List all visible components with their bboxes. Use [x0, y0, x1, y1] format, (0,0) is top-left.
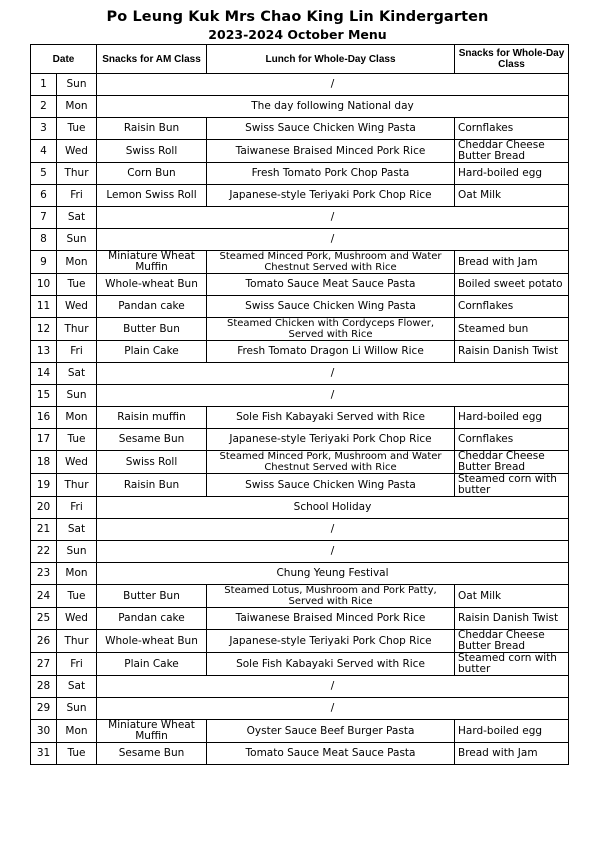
merged-note-cell: Chung Yeung Festival [97, 563, 569, 585]
lunch-cell: Swiss Sauce Chicken Wing Pasta [207, 118, 455, 140]
table-row [31, 653, 569, 676]
whole-day-snack-cell: Cheddar Cheese Butter Bread [455, 630, 569, 653]
merged-note-cell: / [97, 207, 569, 229]
date-number-cell: 16 [31, 407, 57, 429]
weekday-cell: Fri [57, 185, 97, 207]
weekday-cell: Sun [57, 541, 97, 563]
am-snack-cell: Swiss Roll [97, 451, 207, 474]
date-number-cell: 22 [31, 541, 57, 563]
date-number-cell: 1 [31, 74, 57, 96]
am-snack-cell: Pandan cake [97, 296, 207, 318]
weekday-cell: Thur [57, 630, 97, 653]
table-row [31, 630, 569, 653]
page-title: Po Leung Kuk Mrs Chao King Lin Kindergarten [106, 9, 489, 25]
column-header-whole-day-snacks: Snacks for Whole-Day Class [455, 45, 569, 74]
merged-note-cell: The day following National day [97, 96, 569, 118]
date-number-cell: 31 [31, 743, 57, 765]
am-snack-cell: Whole-wheat Bun [97, 274, 207, 296]
weekday-cell: Mon [57, 720, 97, 743]
date-number-cell: 11 [31, 296, 57, 318]
weekday-cell: Wed [57, 608, 97, 630]
table-row [31, 451, 569, 474]
lunch-cell: Steamed Minced Pork, Mushroom and Water Chestnut Served with Rice [207, 451, 455, 474]
menu-table [30, 44, 569, 765]
date-number-cell: 19 [31, 474, 57, 497]
table-row [31, 385, 569, 407]
am-snack-cell: Butter Bun [97, 585, 207, 608]
whole-day-snack-cell: Hard-boiled egg [455, 720, 569, 743]
table-row [31, 185, 569, 207]
table-row [31, 519, 569, 541]
weekday-cell: Wed [57, 140, 97, 163]
lunch-cell: Sole Fish Kabayaki Served with Rice [207, 407, 455, 429]
lunch-cell: Japanese-style Teriyaki Pork Chop Rice [207, 429, 455, 451]
weekday-cell: Sat [57, 207, 97, 229]
whole-day-snack-cell: Cornflakes [455, 118, 569, 140]
table-row [31, 140, 569, 163]
am-snack-cell: Miniature Wheat Muffin [97, 720, 207, 743]
whole-day-snack-cell: Boiled sweet potato [455, 274, 569, 296]
table-row [31, 541, 569, 563]
date-number-cell: 4 [31, 140, 57, 163]
am-snack-cell: Butter Bun [97, 318, 207, 341]
weekday-cell: Mon [57, 251, 97, 274]
am-snack-cell: Whole-wheat Bun [97, 630, 207, 653]
table-row [31, 407, 569, 429]
merged-note-cell: / [97, 74, 569, 96]
date-number-cell: 7 [31, 207, 57, 229]
lunch-cell: Sole Fish Kabayaki Served with Rice [207, 653, 455, 676]
date-number-cell: 6 [31, 185, 57, 207]
merged-note-cell: / [97, 519, 569, 541]
whole-day-snack-cell: Oat Milk [455, 585, 569, 608]
table-row [31, 720, 569, 743]
date-number-cell: 18 [31, 451, 57, 474]
weekday-cell: Sun [57, 74, 97, 96]
whole-day-snack-cell: Hard-boiled egg [455, 407, 569, 429]
am-snack-cell: Swiss Roll [97, 140, 207, 163]
table-row [31, 743, 569, 765]
merged-note-cell: / [97, 229, 569, 251]
weekday-cell: Sun [57, 229, 97, 251]
table-row [31, 118, 569, 140]
date-number-cell: 10 [31, 274, 57, 296]
weekday-cell: Fri [57, 341, 97, 363]
merged-note-cell: / [97, 541, 569, 563]
table-row [31, 363, 569, 385]
merged-note-cell: / [97, 698, 569, 720]
whole-day-snack-cell: Cornflakes [455, 429, 569, 451]
whole-day-snack-cell: Steamed bun [455, 318, 569, 341]
column-header-date: Date [31, 45, 97, 74]
table-row [31, 429, 569, 451]
whole-day-snack-cell: Steamed corn with butter [455, 474, 569, 497]
lunch-cell: Fresh Tomato Dragon Li Willow Rice [207, 341, 455, 363]
lunch-cell: Swiss Sauce Chicken Wing Pasta [207, 474, 455, 497]
lunch-cell: Tomato Sauce Meat Sauce Pasta [207, 743, 455, 765]
am-snack-cell: Lemon Swiss Roll [97, 185, 207, 207]
weekday-cell: Tue [57, 429, 97, 451]
date-number-cell: 27 [31, 653, 57, 676]
table-row [31, 96, 569, 118]
am-snack-cell: Pandan cake [97, 608, 207, 630]
table-row [31, 229, 569, 251]
weekday-cell: Mon [57, 407, 97, 429]
date-number-cell: 24 [31, 585, 57, 608]
date-number-cell: 20 [31, 497, 57, 519]
lunch-cell: Taiwanese Braised Minced Pork Rice [207, 140, 455, 163]
weekday-cell: Thur [57, 163, 97, 185]
whole-day-snack-cell: Hard-boiled egg [455, 163, 569, 185]
weekday-cell: Tue [57, 585, 97, 608]
table-row [31, 698, 569, 720]
lunch-cell: Japanese-style Teriyaki Pork Chop Rice [207, 185, 455, 207]
table-row [31, 563, 569, 585]
date-number-cell: 26 [31, 630, 57, 653]
weekday-cell: Sat [57, 676, 97, 698]
weekday-cell: Tue [57, 118, 97, 140]
lunch-cell: Steamed Minced Pork, Mushroom and Water Chestnut Served with Rice [207, 251, 455, 274]
date-number-cell: 14 [31, 363, 57, 385]
lunch-cell: Swiss Sauce Chicken Wing Pasta [207, 296, 455, 318]
date-number-cell: 23 [31, 563, 57, 585]
table-row [31, 274, 569, 296]
date-number-cell: 25 [31, 608, 57, 630]
weekday-cell: Tue [57, 743, 97, 765]
merged-note-cell: / [97, 676, 569, 698]
date-number-cell: 15 [31, 385, 57, 407]
lunch-cell: Japanese-style Teriyaki Pork Chop Rice [207, 630, 455, 653]
whole-day-snack-cell: Bread with Jam [455, 743, 569, 765]
am-snack-cell: Raisin Bun [97, 118, 207, 140]
date-number-cell: 8 [31, 229, 57, 251]
am-snack-cell: Miniature Wheat Muffin [97, 251, 207, 274]
am-snack-cell: Raisin muffin [97, 407, 207, 429]
whole-day-snack-cell: Steamed corn with butter [455, 653, 569, 676]
table-row [31, 318, 569, 341]
am-snack-cell: Raisin Bun [97, 474, 207, 497]
weekday-cell: Fri [57, 653, 97, 676]
am-snack-cell: Sesame Bun [97, 743, 207, 765]
weekday-cell: Sun [57, 698, 97, 720]
am-snack-cell: Plain Cake [97, 653, 207, 676]
table-header-row [31, 45, 569, 74]
weekday-cell: Wed [57, 451, 97, 474]
weekday-cell: Wed [57, 296, 97, 318]
date-number-cell: 5 [31, 163, 57, 185]
am-snack-cell: Sesame Bun [97, 429, 207, 451]
whole-day-snack-cell: Cornflakes [455, 296, 569, 318]
date-number-cell: 12 [31, 318, 57, 341]
lunch-cell: Oyster Sauce Beef Burger Pasta [207, 720, 455, 743]
lunch-cell: Taiwanese Braised Minced Pork Rice [207, 608, 455, 630]
merged-note-cell: / [97, 363, 569, 385]
date-number-cell: 13 [31, 341, 57, 363]
lunch-cell: Fresh Tomato Pork Chop Pasta [207, 163, 455, 185]
table-row [31, 497, 569, 519]
table-row [31, 608, 569, 630]
weekday-cell: Thur [57, 318, 97, 341]
table-row [31, 251, 569, 274]
weekday-cell: Mon [57, 563, 97, 585]
weekday-cell: Thur [57, 474, 97, 497]
whole-day-snack-cell: Bread with Jam [455, 251, 569, 274]
table-row [31, 74, 569, 96]
date-number-cell: 2 [31, 96, 57, 118]
weekday-cell: Mon [57, 96, 97, 118]
am-snack-cell: Plain Cake [97, 341, 207, 363]
lunch-cell: Steamed Lotus, Mushroom and Pork Patty, Served with Rice [207, 585, 455, 608]
menu-table-body [31, 74, 569, 765]
whole-day-snack-cell: Raisin Danish Twist [455, 608, 569, 630]
page-subtitle: 2023-2024 October Menu [208, 27, 387, 42]
table-row [31, 341, 569, 363]
whole-day-snack-cell: Oat Milk [455, 185, 569, 207]
table-row [31, 296, 569, 318]
merged-note-cell: School Holiday [97, 497, 569, 519]
whole-day-snack-cell: Raisin Danish Twist [455, 341, 569, 363]
date-number-cell: 29 [31, 698, 57, 720]
date-number-cell: 17 [31, 429, 57, 451]
column-header-lunch: Lunch for Whole-Day Class [207, 45, 455, 74]
weekday-cell: Sat [57, 519, 97, 541]
table-row [31, 585, 569, 608]
lunch-cell: Tomato Sauce Meat Sauce Pasta [207, 274, 455, 296]
weekday-cell: Tue [57, 274, 97, 296]
weekday-cell: Sun [57, 385, 97, 407]
date-number-cell: 9 [31, 251, 57, 274]
date-number-cell: 21 [31, 519, 57, 541]
column-header-am-snacks: Snacks for AM Class [97, 45, 207, 74]
table-row [31, 474, 569, 497]
date-number-cell: 3 [31, 118, 57, 140]
lunch-cell: Steamed Chicken with Cordyceps Flower, Served with Rice [207, 318, 455, 341]
weekday-cell: Sat [57, 363, 97, 385]
table-row [31, 207, 569, 229]
whole-day-snack-cell: Cheddar Cheese Butter Bread [455, 140, 569, 163]
date-number-cell: 30 [31, 720, 57, 743]
merged-note-cell: / [97, 385, 569, 407]
table-row [31, 163, 569, 185]
weekday-cell: Fri [57, 497, 97, 519]
table-row [31, 676, 569, 698]
am-snack-cell: Corn Bun [97, 163, 207, 185]
whole-day-snack-cell: Cheddar Cheese Butter Bread [455, 451, 569, 474]
date-number-cell: 28 [31, 676, 57, 698]
